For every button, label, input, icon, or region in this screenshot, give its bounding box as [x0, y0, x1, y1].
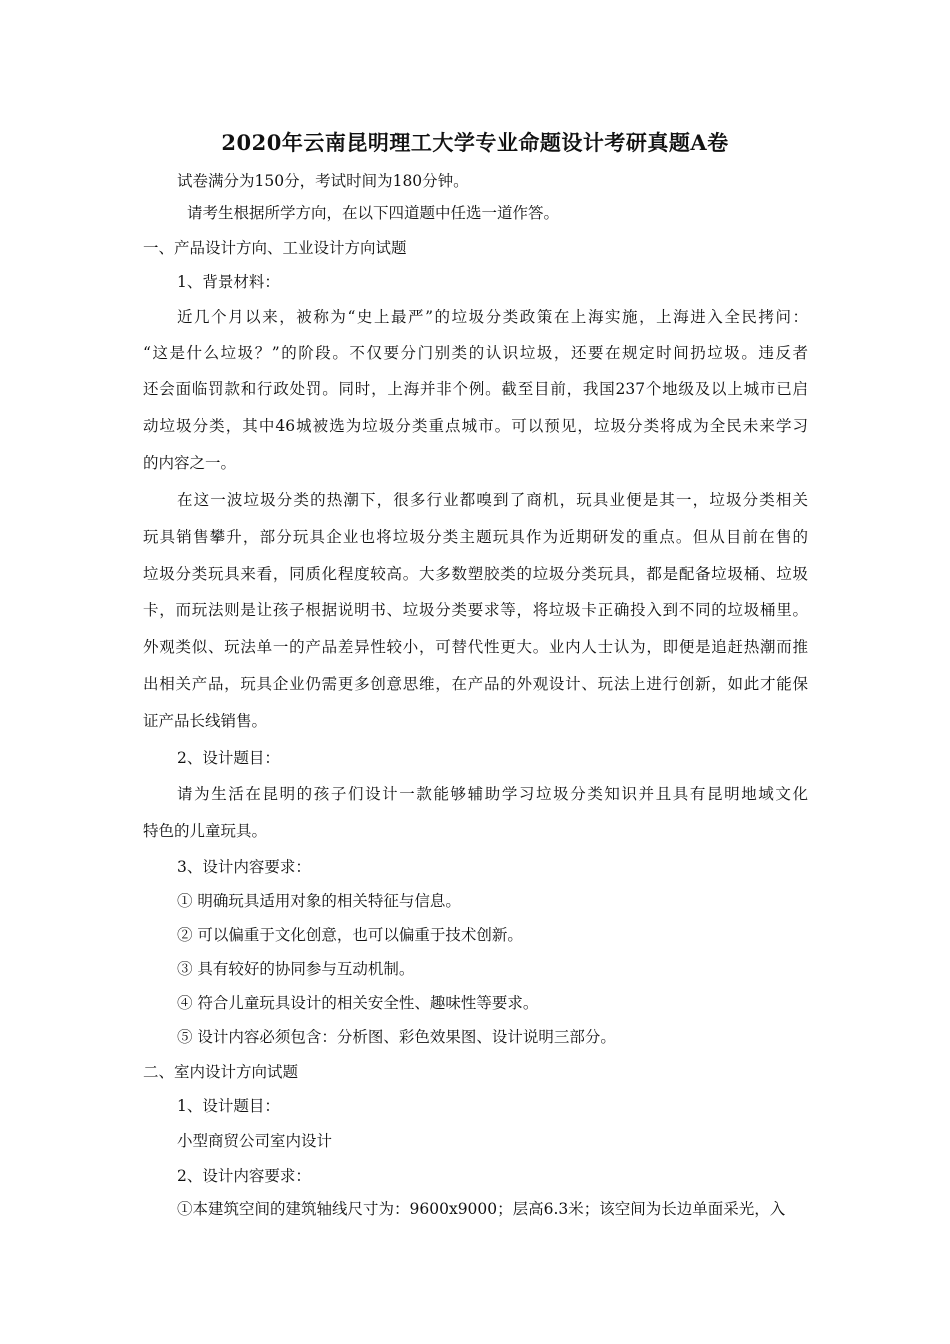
paragraph-line: 出相关产品，玩具企业仍需更多创意思维，在产品的外观设计、玩法上进行创新，如此才能保	[143, 675, 808, 693]
topic-line: 请为生活在昆明的孩子们设计一款能够辅助学习垃圾分类知识并且具有昆明地域文化	[177, 785, 808, 803]
background-heading: 1、背景材料：	[177, 273, 280, 291]
topic-heading: 2、设计题目：	[177, 749, 280, 767]
paragraph-line: 证产品长线销售。	[143, 712, 268, 730]
requirement-item: ③ 具有较好的协同参与互动机制。	[177, 960, 415, 978]
section2-topic-heading: 1、设计题目：	[177, 1097, 280, 1115]
paragraph-line: 动垃圾分类，其中46城被选为垃圾分类重点城市。可以预见，垃圾分类将成为全民未来学习	[143, 417, 808, 435]
section1-heading: 一、产品设计方向、工业设计方向试题	[143, 239, 407, 257]
section2-heading: 二、室内设计方向试题	[143, 1063, 299, 1081]
paragraph-line: 还会面临罚款和行政处罚。同时，上海并非个例。截至目前，我国237个地级及以上城市已启	[143, 380, 808, 398]
paragraph-line: 外观类似、玩法单一的产品差异性较小，可替代性更大。业内人士认为，即便是追赶热潮而推	[143, 638, 808, 656]
requirement-item: ⑤ 设计内容必须包含：分析图、彩色效果图、设计说明三部分。	[177, 1028, 616, 1046]
paragraph-line: 垃圾分类玩具来看，同质化程度较高。大多数塑胶类的垃圾分类玩具，都是配备垃圾桶、垃圾	[143, 565, 808, 583]
section2-requirement-item: ①本建筑空间的建筑轴线尺寸为：9600x9000；层高6.3米；该空间为长边单面采光，入	[177, 1200, 786, 1218]
requirement-item: ④ 符合儿童玩具设计的相关安全性、趣味性等要求。	[177, 994, 539, 1012]
paragraph-line: 的内容之一。	[143, 454, 237, 472]
requirement-item: ① 明确玩具适用对象的相关特征与信息。	[177, 892, 461, 910]
intro-line: 试卷满分为150分，考试时间为180分钟。	[177, 172, 469, 190]
paragraph-line: 近几个月以来，被称为“史上最严”的垃圾分类政策在上海实施，上海进入全民拷问：	[177, 308, 808, 326]
requirement-item: ② 可以偏重于文化创意，也可以偏重于技术创新。	[177, 926, 523, 944]
paragraph-line: 卡，而玩法则是让孩子根据说明书、垃圾分类要求等，将垃圾卡正确投入到不同的垃圾桶里。	[143, 601, 808, 619]
section2-requirements-heading: 2、设计内容要求：	[177, 1167, 311, 1185]
topic-line: 特色的儿童玩具。	[143, 822, 268, 840]
paragraph-line: “这是什么垃圾？”的阶段。不仅要分门别类的认识垃圾，还要在规定时间扔垃圾。违反者	[143, 344, 808, 362]
intro-line: 请考生根据所学方向，在以下四道题中任选一道作答。	[187, 204, 560, 222]
document-title: 2020年云南昆明理工大学专业命题设计考研真题A卷	[221, 130, 729, 155]
requirements-heading: 3、设计内容要求：	[177, 858, 311, 876]
paragraph-line: 在这一波垃圾分类的热潮下，很多行业都嗅到了商机，玩具业便是其一，垃圾分类相关	[177, 491, 808, 509]
paragraph-line: 玩具销售攀升，部分玩具企业也将垃圾分类主题玩具作为近期研发的重点。但从目前在售的	[143, 528, 808, 546]
section2-topic: 小型商贸公司室内设计	[177, 1132, 333, 1150]
